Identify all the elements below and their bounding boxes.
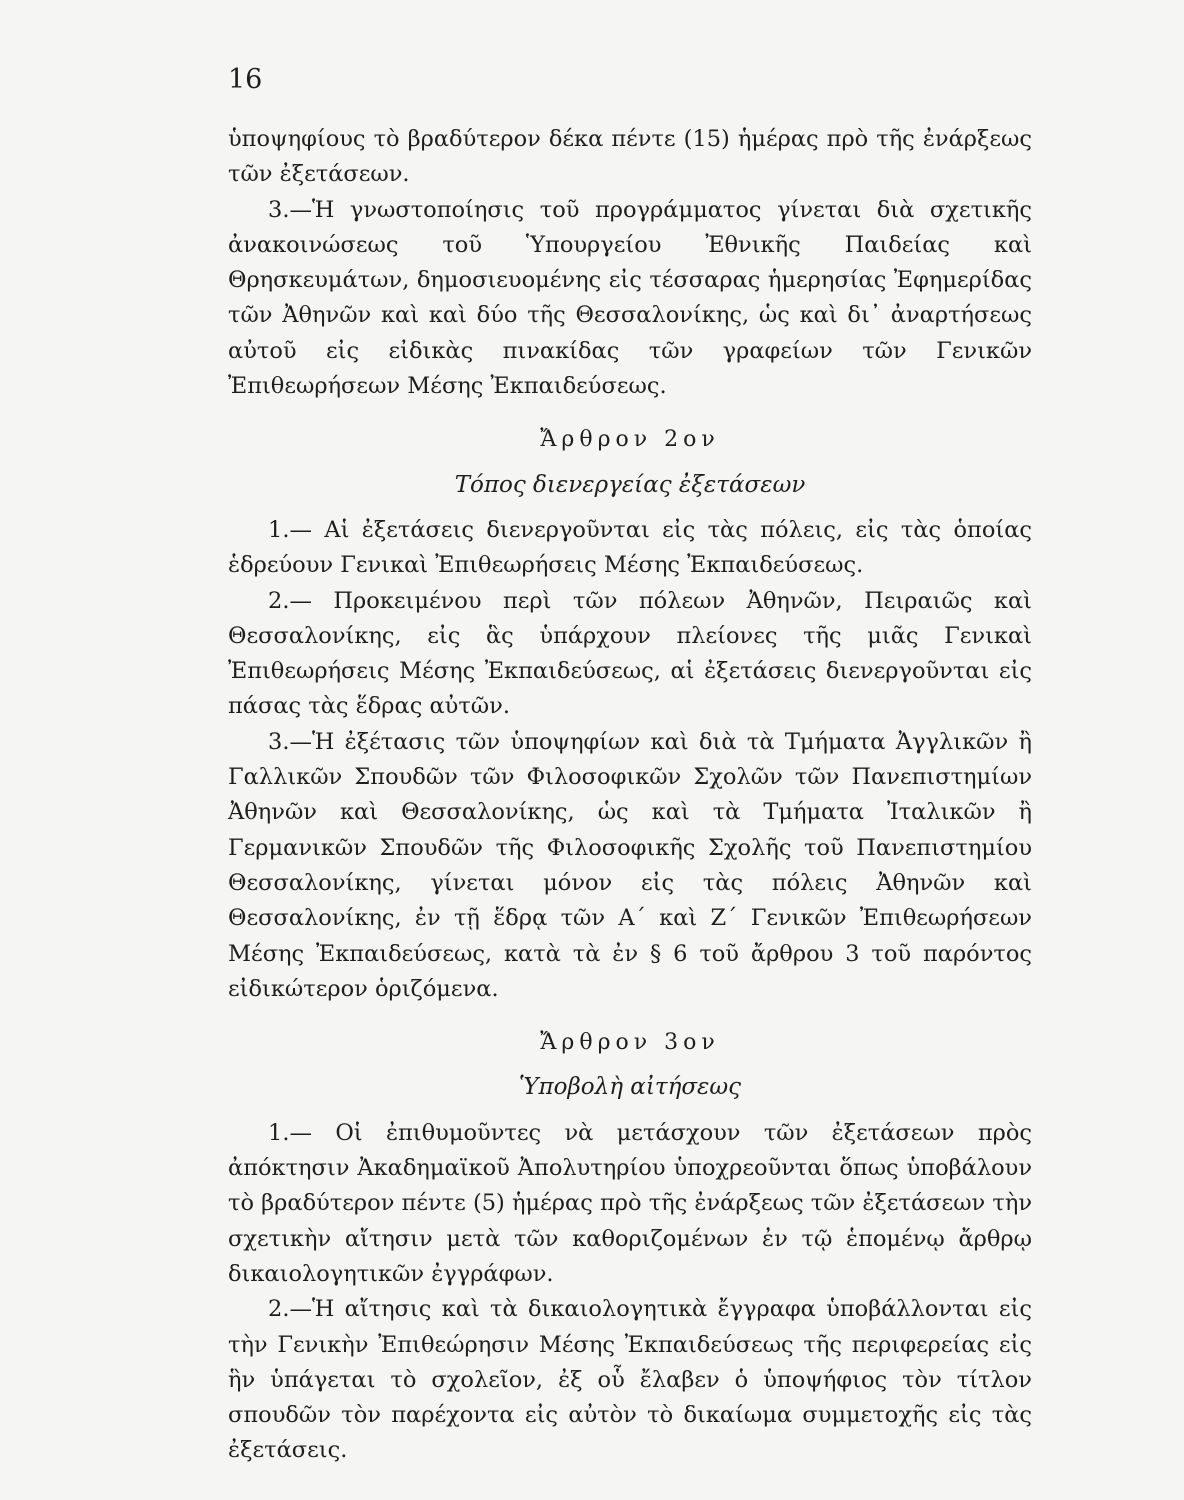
paragraph: 3.—Ἡ ἐξέτασις τῶν ὑποψηφίων καὶ διὰ τὰ Τμήματα Ἀγγλικῶν ἢ Γαλλικῶν Σπουδῶν τῶν Φιλοσοφικῶν Σχολῶν τῶν Πανεπιστημίων Ἀθηνῶν καὶ Θεσσαλονίκης, ὡς καὶ τὰ Τμήματα Ἰταλικῶν ἢ Γερμανικῶν Σπουδῶν τῆς Φιλοσοφικῆς Σχολῆς τοῦ Πανεπιστημίου Θεσσαλονίκης, γίνεται μόνον εἰς τὰς πόλεις Ἀθηνῶν καὶ Θεσσαλονίκης, ἐν τῇ ἕδρᾳ τῶν Α΄ καὶ Ζ΄ Γενικῶν Ἐπιθεωρήσεων Μέσης Ἐκπαιδεύσεως, κατὰ τὰ ἐν § 6 τοῦ ἄρθρου 3 τοῦ παρόντος εἰδικώτερον ὁριζόμενα. bbox=[228, 728, 1032, 1002]
paragraph: 1.— Αἱ ἐξετάσεις διενεργοῦνται εἰς τὰς πόλεις, εἰς τὰς ὁποίας ἑδρεύουν Γενικαὶ Ἐπιθεωρήσεις Μέσης Ἐκπαιδεύσεως. bbox=[228, 516, 1032, 579]
paragraph: 3.—Ἡ γνωστοποίησις τοῦ προγράμματος γίνεται διὰ σχετικῆς ἀνακοινώσεως τοῦ Ὑπουργείου Ἐθνικῆς Παιδείας καὶ Θρησκευμάτων, δημοσιευομένης εἰς τέσσαρας ἡμερησίας Ἐφημερίδας τῶν Ἀθηνῶν καὶ καὶ δύο τῆς Θεσσαλονίκης, ὡς καὶ δι᾽ ἀναρτήσεως αὐτοῦ εἰς εἰδικὰς πινακίδας τῶν γραφείων τῶν Γενικῶν Ἐπιθεωρήσεων Μέσης Ἐκπαιδεύσεως. bbox=[228, 196, 1032, 400]
body-text bbox=[228, 122, 1032, 1469]
article-3-heading: Ἄρθρον 3ον bbox=[540, 1030, 720, 1056]
paragraph: 2.—Ἡ αἴτησις καὶ τὰ δικαιολογητικὰ ἔγγραφα ὑποβάλλονται εἰς τὴν Γενικὴν Ἐπιθεώρησιν Μέσης Ἐκπαιδεύσεως τῆς περιφερείας εἰς ἣν ὑπάγεται τὸ σχολεῖον, ἐξ οὗ ἔλαβεν ὁ ὑποψήφιος τὸν τίτλον σπουδῶν τὸν παρέχοντα εἰς αὐτὸν τὸ δικαίωμα συμμετοχῆς εἰς τὰς ἐξετάσεις. bbox=[228, 1296, 1032, 1464]
paragraph: 2.— Προκειμένου περὶ τῶν πόλεων Ἀθηνῶν, Πειραιῶς καὶ Θεσσαλονίκης, εἰς ἃς ὑπάρχουν πλείονες τῆς μιᾶς Γενικαὶ Ἐπιθεωρήσεις Μέσης Ἐκπαιδεύσεως, αἱ ἐξετάσεις διενεργοῦνται εἰς πάσας τὰς ἕδρας αὐτῶν. bbox=[228, 587, 1032, 720]
paragraph: ὑποψηφίους τὸ βραδύτερον δέκα πέντε (15) ἡμέρας πρὸ τῆς ἐνάρξεως τῶν ἐξετάσεων. bbox=[228, 126, 1032, 188]
page-number: 16 bbox=[228, 64, 263, 95]
article-2-heading: Ἄρθρον 2ον bbox=[540, 427, 720, 453]
article-2-subheading: Τόπος διενεργείας ἐξετάσεων bbox=[454, 471, 806, 498]
article-3-subheading: Ὑποβολὴ αἰτήσεως bbox=[518, 1074, 742, 1101]
paragraph: 1.— Οἱ ἐπιθυμοῦντες νὰ μετάσχουν τῶν ἐξετάσεων πρὸς ἀπόκτησιν Ἀκαδημαϊκοῦ Ἀπολυτηρίου ὑποχρεοῦνται ὅπως ὑποβάλουν τὸ βραδύτερον πέντε (5) ἡμέρας πρὸ τῆς ἐνάρξεως τῶν ἐξετάσεων τὴν σχετικὴν αἴτησιν μετὰ τῶν καθοριζομένων ἐν τῷ ἑπομένῳ ἄρθρῳ δικαιολογητικῶν ἐγγράφων. bbox=[228, 1119, 1032, 1287]
